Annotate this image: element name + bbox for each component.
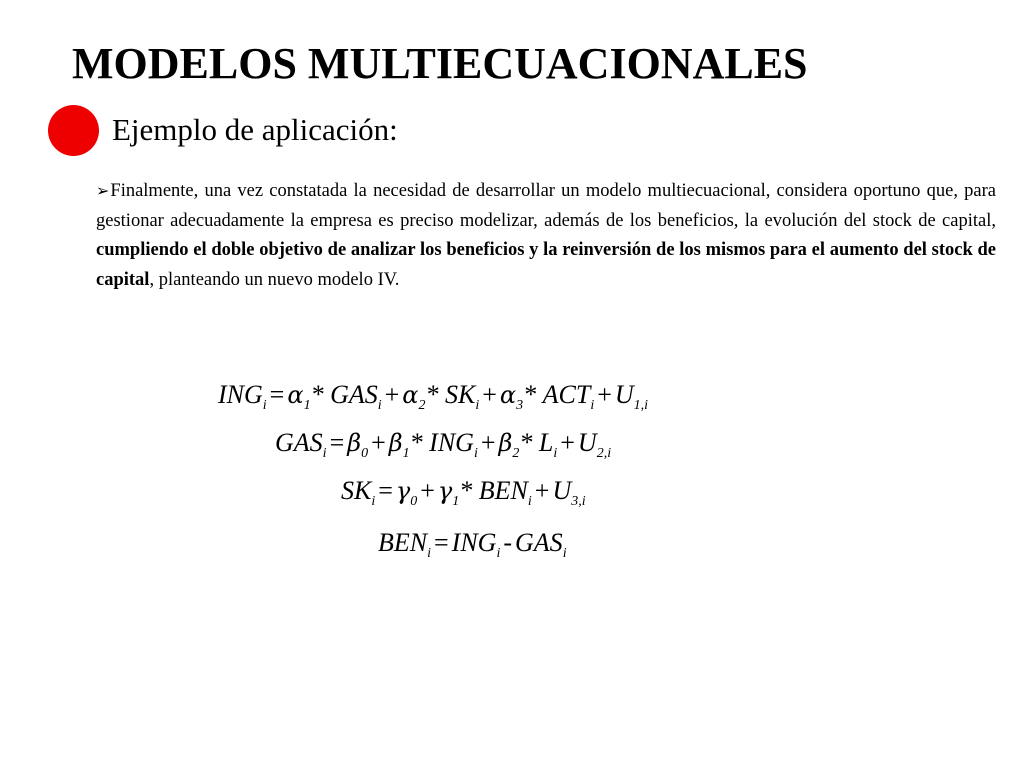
eq3-sub-0: 0	[410, 494, 418, 509]
eq3-sk: SK	[341, 476, 372, 505]
eq2-beta: β	[498, 429, 513, 457]
eq2-beta: β	[347, 429, 362, 457]
slide-subtitle: Ejemplo de aplicación:	[112, 112, 398, 147]
eq3-sub-i: i	[527, 494, 532, 509]
eq1-u: U	[614, 380, 634, 409]
eq1-gas: GAS	[330, 380, 378, 409]
eq2-u: U	[577, 428, 597, 457]
eq1-alpha: α	[499, 381, 517, 409]
eq2-ing: ING	[429, 428, 474, 457]
slide-title: MODELOS MULTIECUACIONALES	[72, 39, 808, 88]
eq2-sub-1: 1	[402, 446, 410, 461]
eq2-gas: GAS	[275, 428, 323, 457]
eq1-sub-3: 3	[516, 398, 524, 413]
eq2-sub-i: i	[322, 446, 327, 461]
eq3-gamma: γ	[437, 477, 453, 505]
eq4-sub-i: i	[562, 546, 567, 561]
equation-2	[275, 430, 611, 461]
eq1-ing: ING	[218, 380, 263, 409]
eq1-sub-i: i	[590, 398, 595, 413]
eq3-star: *	[459, 476, 473, 505]
body-paragraph	[96, 176, 996, 295]
eq3-sub-u: 3,i	[571, 494, 586, 509]
eq4-equals: =	[434, 528, 449, 557]
equation-3	[341, 478, 586, 509]
eq1-plus: +	[597, 380, 612, 409]
eq2-sub-2: 2	[512, 446, 520, 461]
eq2-l: L	[538, 428, 554, 457]
eq1-plus: +	[482, 380, 497, 409]
eq4-ing: ING	[451, 528, 497, 557]
equation-4	[378, 530, 567, 561]
eq4-sub-i: i	[496, 546, 501, 561]
equation-1	[218, 382, 648, 413]
eq2-star: *	[409, 428, 423, 457]
arrow-bullet-icon: ➢	[96, 181, 110, 200]
eq2-sub-u: 2,i	[596, 446, 612, 461]
red-bullet-icon	[48, 105, 99, 156]
eq4-ben: BEN	[378, 528, 428, 557]
eq3-gamma: γ	[395, 477, 411, 505]
eq2-star: *	[519, 428, 533, 457]
eq1-alpha: α	[287, 381, 304, 409]
paragraph-text-end: , planteando un nuevo modelo IV.	[149, 269, 400, 290]
eq3-plus: +	[420, 476, 435, 505]
eq1-sub-i: i	[377, 398, 382, 413]
eq2-beta: β	[388, 429, 403, 457]
paragraph-text-bold: cumpliendo el doble objetivo de analizar los beneficios y la reinversión de los mismos para el aumento del stock de capital	[96, 240, 996, 290]
eq1-alpha: α	[402, 381, 419, 409]
eq1-star: *	[310, 380, 324, 409]
eq3-ben: BEN	[478, 476, 528, 505]
eq3-sub-1: 1	[452, 494, 460, 509]
eq3-plus: +	[534, 476, 550, 505]
eq2-plus: +	[371, 428, 386, 457]
eq1-equals: =	[269, 380, 285, 409]
eq2-plus: +	[560, 428, 575, 457]
eq4-gas: GAS	[515, 528, 563, 557]
eq2-sub-i: i	[553, 446, 558, 461]
eq4-minus: -	[503, 528, 513, 557]
eq2-equals: =	[329, 428, 345, 457]
eq3-u: U	[552, 476, 572, 505]
eq1-sub-i: i	[262, 398, 267, 413]
eq3-sub-i: i	[371, 494, 376, 509]
eq1-act: ACT	[542, 380, 591, 409]
eq2-sub-i: i	[473, 446, 478, 461]
eq2-sub-0: 0	[361, 446, 369, 461]
eq1-star: *	[523, 380, 537, 409]
eq1-sub-u: 1,i	[633, 398, 649, 413]
paragraph-text-start: Finalmente, una vez constatada la necesidad de desarrollar un modelo multiecuacional, considera oportuno que, para gestionar adecuadamente la empresa es preciso modelizar, además de los beneficios, la evolución del stock de capital,	[96, 181, 996, 231]
eq1-star: *	[425, 380, 439, 409]
eq1-sk: SK	[445, 380, 476, 409]
eq3-equals: =	[378, 476, 393, 505]
eq1-sub-2: 2	[418, 398, 426, 413]
eq4-sub-i: i	[427, 546, 431, 561]
eq1-plus: +	[384, 380, 400, 409]
eq2-plus: +	[480, 428, 496, 457]
eq1-sub-1: 1	[303, 398, 311, 413]
eq1-sub-i: i	[475, 398, 480, 413]
